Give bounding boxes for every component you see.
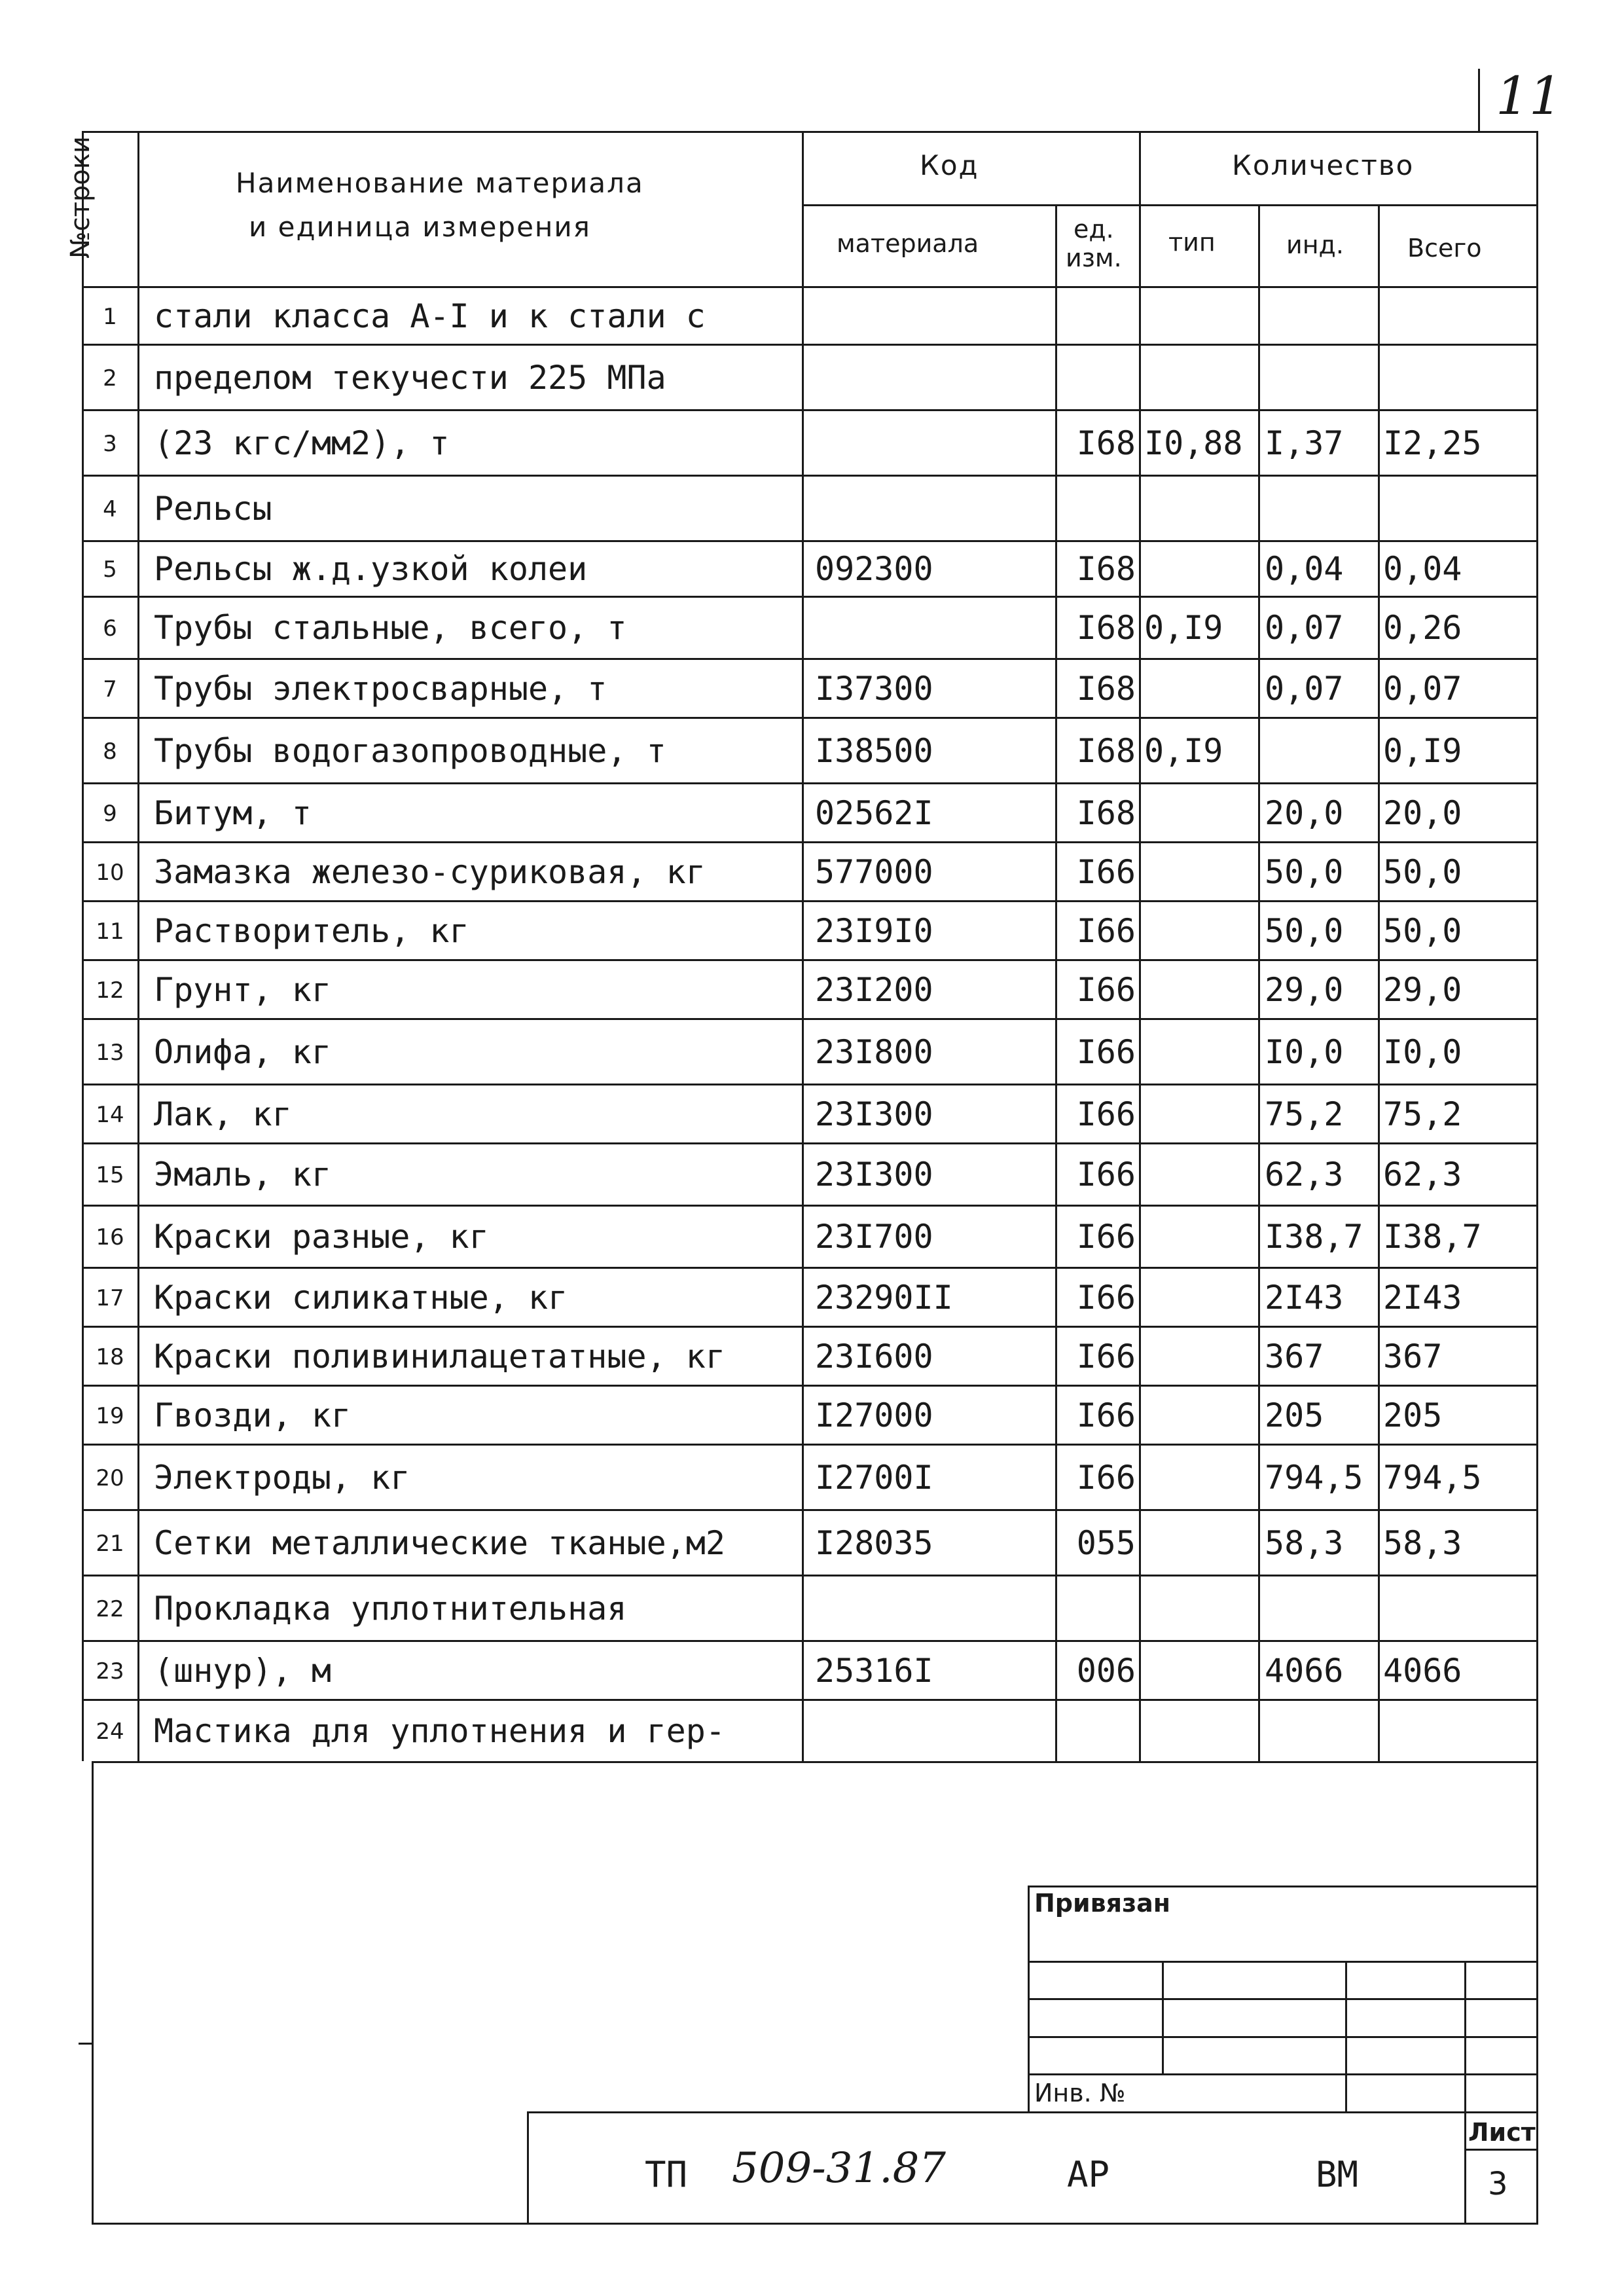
stamp-line: [1028, 1961, 1538, 1963]
row-number: 19: [96, 1402, 124, 1429]
qty-total: 205: [1383, 1396, 1443, 1434]
material-name: Краски силикатные, кг: [154, 1278, 568, 1317]
table-top-border: [82, 131, 1538, 133]
qty-ind: 2I43: [1265, 1278, 1344, 1317]
stamp-top-border: [1028, 1886, 1538, 1887]
unit-code: I68: [1076, 550, 1136, 589]
material-code: 23290II: [815, 1278, 953, 1317]
header-code: Код: [920, 149, 979, 181]
unit-code: I66: [1076, 1032, 1136, 1071]
material-code: 092300: [815, 550, 933, 589]
qty-total: 4066: [1383, 1651, 1462, 1690]
row-separator: [82, 1084, 1538, 1085]
row-number: 6: [103, 615, 117, 642]
tp-prefix: ТП: [645, 2154, 688, 2195]
rownum-divider: [137, 131, 139, 1761]
stamp-col: [1345, 1961, 1347, 2111]
title-left-border: [527, 2111, 529, 2223]
material-name: Краски поливинилацетатные, кг: [154, 1337, 725, 1376]
header-mid-line: [802, 204, 1538, 206]
material-code: 23I300: [815, 1156, 933, 1194]
material-name: Сетки металлические тканые,м2: [154, 1523, 725, 1562]
unit-code: I66: [1076, 1337, 1136, 1376]
qty-total: 75,2: [1383, 1095, 1462, 1133]
type-divider: [1258, 204, 1260, 1761]
material-name: Битум, т: [154, 793, 312, 832]
row-number: 7: [103, 676, 117, 702]
stamp-col: [1162, 1961, 1164, 2073]
material-name: Электроды, кг: [154, 1458, 410, 1497]
material-name: Олифа, кг: [154, 1032, 331, 1071]
qty-ind: 0,07: [1265, 609, 1344, 647]
material-code: 23I9I0: [815, 911, 933, 950]
row-number: 23: [96, 1658, 124, 1685]
material-code: I28035: [815, 1523, 933, 1562]
row-number: 3: [103, 430, 117, 457]
qty-type: I0,88: [1144, 424, 1243, 462]
material-name: стали класса А-I и к стали с: [154, 297, 706, 335]
header-qty-ind: инд.: [1286, 230, 1344, 259]
material-code: I2700I: [815, 1458, 933, 1497]
row-separator: [82, 1385, 1538, 1387]
row-number: 18: [96, 1343, 124, 1370]
project-number: 509-31.87: [732, 2144, 946, 2193]
qty-ind: 794,5: [1265, 1458, 1363, 1497]
material-name: Эмаль, кг: [154, 1156, 331, 1194]
frame-bottom-border: [92, 2223, 1538, 2225]
unit-code: I66: [1076, 1458, 1136, 1497]
row-separator: [82, 959, 1538, 961]
row-separator: [82, 900, 1538, 902]
sheet-col-border: [1464, 2111, 1466, 2223]
table-left-border: [82, 131, 84, 1761]
material-name: Рельсы ж.д.узкой колеи: [154, 550, 588, 589]
header-row-no: №строки: [65, 136, 96, 259]
qty-ind: 62,3: [1265, 1156, 1344, 1194]
material-name: пределом текучести 225 МПа: [154, 358, 666, 397]
qty-ind: I0,0: [1265, 1032, 1344, 1071]
material-code: 23I200: [815, 970, 933, 1009]
row-separator: [82, 409, 1538, 411]
row-separator: [82, 658, 1538, 660]
material-name: (23 кгс/мм2), т: [154, 424, 450, 462]
row-number: 15: [96, 1162, 124, 1189]
row-separator: [82, 717, 1538, 719]
material-name: Трубы водогазопроводные, т: [154, 731, 666, 770]
qty-ind: 205: [1265, 1396, 1324, 1434]
row-number: 16: [96, 1224, 124, 1251]
code-divider: [1055, 204, 1057, 1761]
unit-code: I68: [1076, 731, 1136, 770]
section-ar: АР: [1067, 2154, 1110, 2195]
sheet-number: 3: [1488, 2166, 1508, 2202]
material-code: I27000: [815, 1396, 933, 1434]
material-code: I37300: [815, 669, 933, 708]
row-separator: [82, 1444, 1538, 1446]
unit-code: 006: [1076, 1651, 1136, 1690]
row-number: 12: [96, 977, 124, 1004]
unit-divider: [1139, 131, 1141, 1761]
qty-total: 50,0: [1383, 852, 1462, 891]
row-separator: [82, 344, 1538, 346]
row-separator: [82, 1509, 1538, 1511]
qty-ind: 4066: [1265, 1651, 1344, 1690]
row-separator: [82, 1142, 1538, 1144]
row-number: 8: [103, 738, 117, 765]
material-name: Гвозди, кг: [154, 1396, 352, 1434]
row-separator: [82, 1326, 1538, 1328]
stamp-col: [1464, 1961, 1466, 2111]
title-top-border: [527, 2111, 1538, 2113]
unit-code: I66: [1076, 1278, 1136, 1317]
table-bottom-border: [92, 1761, 1538, 1763]
qty-ind: 0,04: [1265, 550, 1344, 589]
material-name: Прокладка уплотнительная: [154, 1589, 627, 1628]
row-separator: [82, 1267, 1538, 1269]
row-separator: [82, 540, 1538, 542]
qty-total: 58,3: [1383, 1523, 1462, 1562]
row-number: 17: [96, 1285, 124, 1311]
row-number: 22: [96, 1595, 124, 1622]
bound-label: Привязан: [1034, 1889, 1171, 1918]
row-number: 21: [96, 1530, 124, 1557]
row-number: 13: [96, 1039, 124, 1066]
row-separator: [82, 1699, 1538, 1701]
unit-code: I66: [1076, 1396, 1136, 1434]
row-separator: [82, 1205, 1538, 1207]
ind-divider: [1378, 204, 1380, 1761]
sheet-label: Лист: [1468, 2118, 1536, 2147]
qty-total: 20,0: [1383, 793, 1462, 832]
header-code-material: материала: [837, 229, 979, 258]
row-number: 24: [96, 1719, 124, 1745]
row-number: 9: [103, 800, 117, 827]
table-right-border: [1536, 131, 1538, 2223]
header-quantity: Количество: [1232, 149, 1415, 181]
header-qty-type: тип: [1168, 228, 1216, 257]
unit-code: I66: [1076, 911, 1136, 950]
material-code: 23I300: [815, 1095, 933, 1133]
qty-total: 0,I9: [1383, 731, 1462, 770]
qty-ind: 367: [1265, 1337, 1324, 1376]
material-code: 23I600: [815, 1337, 933, 1376]
header-code-unit-2: изм.: [1066, 244, 1122, 272]
qty-ind: 58,3: [1265, 1523, 1344, 1562]
stamp-line: [1028, 2073, 1538, 2075]
material-name: Трубы электросварные, т: [154, 669, 607, 708]
sheet-divider: [1464, 2149, 1538, 2151]
frame-tick: [79, 2043, 92, 2045]
header-material-name-2: и единица измерения: [249, 211, 591, 243]
material-name: Рельсы: [154, 489, 272, 528]
qty-total: 0,07: [1383, 669, 1462, 708]
qty-total: 0,04: [1383, 550, 1462, 589]
qty-ind: 75,2: [1265, 1095, 1344, 1133]
stamp-line: [1028, 1998, 1538, 2000]
material-name: (шнур), м: [154, 1651, 331, 1690]
material-code: 23I700: [815, 1218, 933, 1256]
page-number: 11: [1496, 65, 1562, 126]
row-separator: [82, 1640, 1538, 1642]
qty-ind: I,37: [1265, 424, 1344, 462]
row-number: 11: [96, 918, 124, 945]
material-code: I38500: [815, 731, 933, 770]
material-code: 23I800: [815, 1032, 933, 1071]
qty-total: 62,3: [1383, 1156, 1462, 1194]
unit-code: I66: [1076, 1218, 1136, 1256]
row-separator: [82, 1575, 1538, 1576]
row-number: 2: [103, 365, 117, 392]
qty-total: 2I43: [1383, 1278, 1462, 1317]
material-name: Лак, кг: [154, 1095, 292, 1133]
row-separator: [82, 1018, 1538, 1020]
qty-total: 367: [1383, 1337, 1443, 1376]
name-divider: [802, 131, 804, 1761]
material-name: Мастика для уплотнения и гер-: [154, 1712, 725, 1751]
row-number: 4: [103, 496, 117, 522]
qty-total: I2,25: [1383, 424, 1482, 462]
unit-code: I68: [1076, 609, 1136, 647]
qty-ind: I38,7: [1265, 1218, 1363, 1256]
qty-ind: 50,0: [1265, 911, 1344, 950]
inv-label: Инв. №: [1034, 2079, 1126, 2107]
page-number-bar: [1478, 69, 1480, 131]
row-number: 20: [96, 1465, 124, 1491]
stamp-line: [1028, 2036, 1538, 2038]
material-code: 02562I: [815, 793, 933, 832]
row-number: 1: [103, 303, 117, 330]
qty-type: 0,I9: [1144, 609, 1223, 647]
material-name: Растворитель, кг: [154, 911, 469, 950]
header-bottom-border: [82, 286, 1538, 288]
unit-code: I66: [1076, 1095, 1136, 1133]
section-vm: ВМ: [1316, 2154, 1359, 2195]
qty-total: 794,5: [1383, 1458, 1482, 1497]
row-separator: [82, 841, 1538, 843]
row-separator: [82, 475, 1538, 477]
qty-total: 50,0: [1383, 911, 1462, 950]
frame-left-border: [92, 1761, 94, 2223]
material-name: Грунт, кг: [154, 970, 331, 1009]
qty-total: I38,7: [1383, 1218, 1482, 1256]
material-name: Замазка железо-суриковая, кг: [154, 852, 706, 891]
unit-code: I66: [1076, 970, 1136, 1009]
row-number: 10: [96, 859, 124, 886]
unit-code: I66: [1076, 852, 1136, 891]
unit-code: I68: [1076, 669, 1136, 708]
row-separator: [82, 596, 1538, 598]
material-code: 25316I: [815, 1651, 933, 1690]
unit-code: 055: [1076, 1523, 1136, 1562]
header-qty-total: Всего: [1407, 234, 1482, 263]
row-number: 14: [96, 1101, 124, 1128]
unit-code: I68: [1076, 793, 1136, 832]
qty-ind: 50,0: [1265, 852, 1344, 891]
material-name: Трубы стальные, всего, т: [154, 609, 627, 647]
material-code: 577000: [815, 852, 933, 891]
header-material-name-1: Наименование материала: [236, 167, 644, 199]
unit-code: I66: [1076, 1156, 1136, 1194]
qty-ind: 29,0: [1265, 970, 1344, 1009]
qty-ind: 20,0: [1265, 793, 1344, 832]
row-separator: [82, 782, 1538, 784]
qty-ind: 0,07: [1265, 669, 1344, 708]
qty-type: 0,I9: [1144, 731, 1223, 770]
row-number: 5: [103, 556, 117, 583]
unit-code: I68: [1076, 424, 1136, 462]
qty-total: 0,26: [1383, 609, 1462, 647]
material-name: Краски разные, кг: [154, 1218, 489, 1256]
qty-total: 29,0: [1383, 970, 1462, 1009]
header-code-unit-1: ед.: [1074, 215, 1114, 244]
qty-total: I0,0: [1383, 1032, 1462, 1071]
